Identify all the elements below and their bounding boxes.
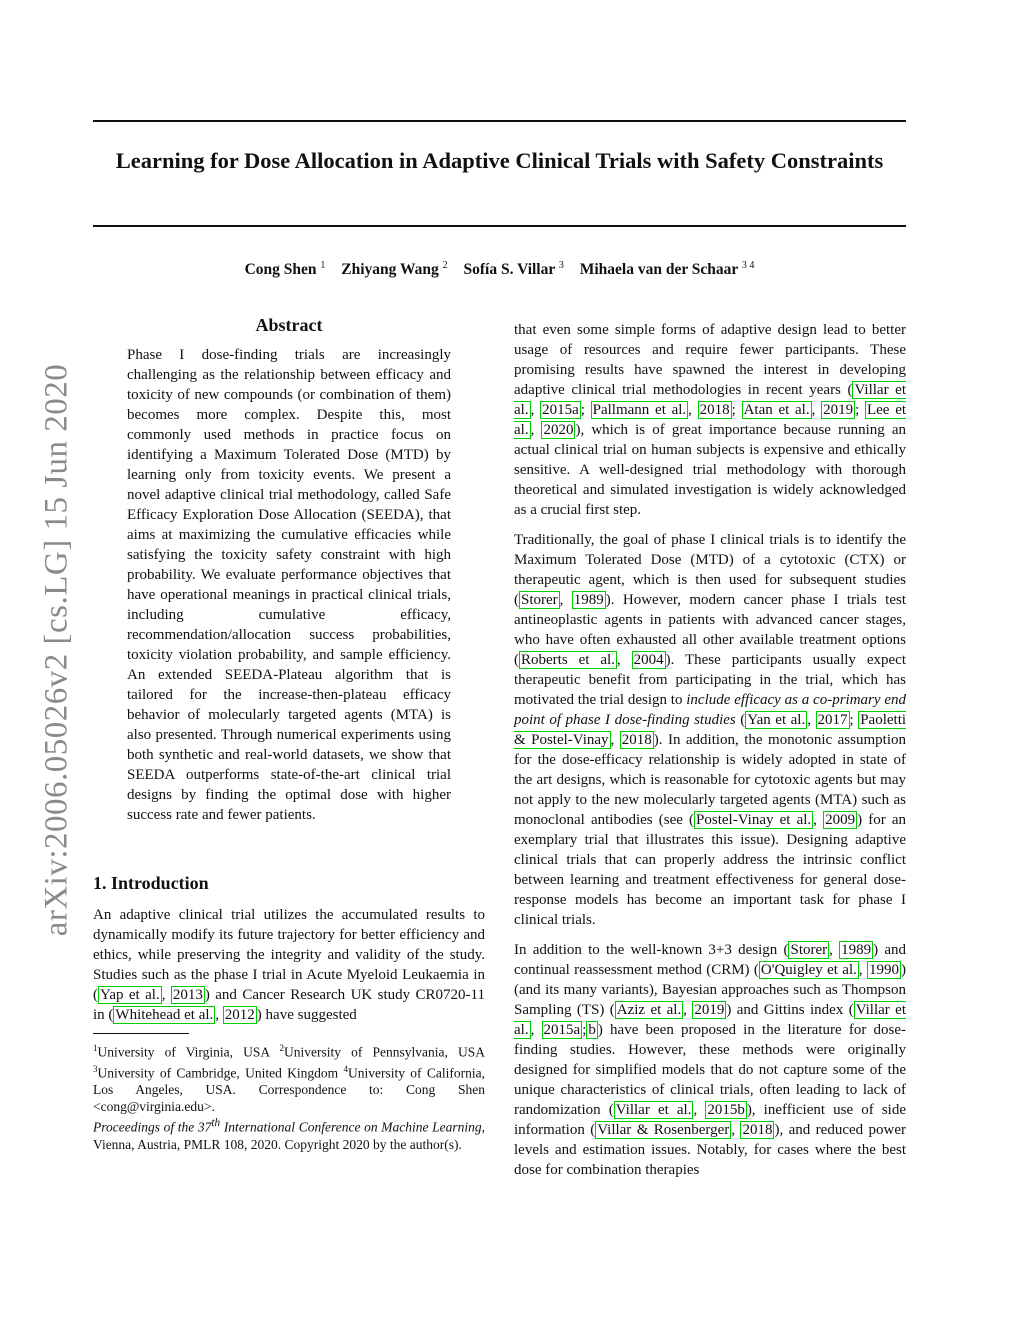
top-rule	[93, 120, 906, 122]
citation-link[interactable]: Villar et al.	[514, 1002, 906, 1038]
left-column	[93, 315, 485, 1153]
citation-link[interactable]: Yap et al.	[100, 987, 160, 1003]
citation-link[interactable]: Villar et al.	[514, 382, 906, 418]
author: Mihaela van der Schaar $^{3 4}$	[579, 260, 755, 279]
citation-link[interactable]: 1989	[573, 592, 604, 608]
author: Sofía S. Villar $^3$	[463, 260, 564, 279]
citation-link[interactable]: 2019	[823, 402, 854, 418]
author: Zhiyang Wang $^2$	[341, 260, 448, 279]
citation-link[interactable]: Lee et al.	[514, 402, 907, 438]
citation-link[interactable]: Yan et al.	[747, 712, 806, 728]
author-list	[93, 260, 906, 279]
author: Cong Shen $^1$	[244, 260, 326, 279]
citation-link[interactable]: Paoletti & Postel-Vinay	[514, 712, 907, 748]
citation-link[interactable]: Pallmann et al.	[592, 402, 687, 418]
citation-link[interactable]: 2018	[621, 732, 652, 748]
citation-link[interactable]: 2013	[172, 987, 203, 1003]
proceedings-note: Proceedings of the 37th International Conference on Machine Learning, Vienna, Austria, PMLR 108, 2020. Copyright 2020 by the author(s).	[93, 1117, 485, 1152]
citation-link[interactable]: 2018	[699, 402, 730, 418]
citation-link[interactable]: 2017	[817, 712, 848, 728]
right-column	[514, 320, 906, 1180]
citation-link[interactable]: b	[588, 1022, 596, 1038]
citation-link[interactable]: Whitehead et al.	[115, 1007, 214, 1023]
citation-link[interactable]: 2015a	[542, 402, 579, 418]
citation-link[interactable]: Storer	[790, 942, 828, 958]
citation-link[interactable]: 2004	[633, 652, 664, 668]
footnote-rule	[93, 1033, 189, 1034]
citation-link[interactable]: Villar et al.	[615, 1102, 692, 1118]
body-paragraph: Traditionally, the goal of phase I clinical trials is to identify the Maximum Tolerated Dose (MTD) of a cytotoxic (CTX) or therapeutic agent, which is then used for subsequent studies ( Storer , 1989 ). However, modern cancer phase I trials test antineoplastic agents in patients with advanced cancer stages, who have often exhausted all other available treatment options ( Roberts et al. , 2004 ). These participants usually expect therapeutic benefit from participating in the trial, which has motivated the trial design to include efficacy as a co-primary end point of phase I dose-finding studies ( Yan et al. , 2017 ; Paoletti & Postel-Vinay , 2018 ). In addition, the monotonic assumption for the dose-efficacy relationship is widely adopted in state of the art designs, which is reasonable for cytotoxic agents but may not apply to the new molecularly targeted agents (MTA) such as monoclonal antibodies (see ( Postel-Vinay et al. , 2009 ) for an exemplary trial that illustrates this issue). Designing adaptive clinical trials that can properly address the intrinsic conflict between learning and treatment effectiveness for general dose-response models has become an important task for phase I clinical trials.	[514, 532, 907, 928]
citation-link[interactable]: 2018	[742, 1122, 773, 1138]
citation-link[interactable]: O'Quigley et al.	[760, 962, 857, 978]
arxiv-sidebar-stamp: arXiv:2006.05026v2 [cs.LG] 15 Jun 2020	[38, 363, 75, 937]
section-heading-introduction: 1. Introduction	[93, 873, 209, 893]
citation-link[interactable]: 2020	[543, 422, 574, 438]
citation-link[interactable]: 1989	[841, 942, 872, 958]
body-paragraph: In addition to the well-known 3+3 design ( Storer , 1989 ) and continual reassessment method (CRM) ( O'Quigley et al. , 1990 ) (and its many variants), Bayesian approaches such as Thompson Sampling (TS) ( Aziz et al. , 2019 ) and Gittins index ( Villar et al. , 2015a ; b ) have been proposed in the literature for dose-finding studies. However, these methods were originally designed for simplified models that do not capture some of the unique characteristics of clinical trials, often leading to lack of randomization ( Villar et al. , 2015b ), inefficient use of side information ( Villar & Rosenberger , 2018 ), and reduced power levels and estimation issues. Notably, for cases where the best dose for combination therapies	[514, 942, 907, 1178]
abstract-heading: Abstract	[255, 315, 323, 335]
citation-link[interactable]: 2009	[825, 812, 856, 828]
citation-link[interactable]: 2012	[224, 1007, 255, 1023]
citation-link[interactable]: Atan et al.	[743, 402, 810, 418]
citation-link[interactable]: Storer	[521, 592, 558, 608]
citation-link[interactable]: Postel-Vinay et al.	[696, 812, 812, 828]
paper-title: Learning for Dose Allocation in Adaptive Clinical Trials with Safety Constraints	[115, 148, 884, 173]
citation-link[interactable]: Roberts et al.	[521, 652, 615, 668]
title-bottom-rule	[93, 225, 906, 227]
citation-link[interactable]: 2019	[694, 1002, 725, 1018]
citation-link[interactable]: 1990	[869, 962, 899, 978]
affiliations-footnote: $^1$University of Virginia, USA $^2$University of Pennsylvania, USA $^3$University of Cambridge, United Kingdom $^4$University of California, Los Angeles, USA. Correspondence to: Cong Shen <cong@virginia.edu>.	[93, 1043, 485, 1114]
abstract-text: Phase I dose-finding trials are increasingly challenging as the relationship between efficacy and toxicity of new compounds (or combination of them) becomes more complex. Despite this, most commonly used methods in practice focus on identifying a Maximum Tolerated Dose (MTD) by learning only from toxicity events. We present a novel adaptive clinical trial methodology, called Safe Efficacy Exploration Dose Allocation (SEEDA), that aims at maximizing the cumulative efficacies while satisfying the toxicity safety constraint with high probability. We evaluate performance objectives that have operational meanings in practical clinical trials, including cumulative efficacy, recommendation/allocation success probabilities, toxicity violation probability, and sample efficiency. An extended SEEDA-Plateau algorithm that is tailored for the increase-then-plateau efficacy behavior of molecularly targeted agents (MTA) is also presented. Through numerical experiments using both synthetic and real-world datasets, we show that SEEDA outperforms state-of-the-art clinical trial designs by finding the optimal dose with higher success rate and fewer patients.	[127, 347, 451, 823]
citation-link[interactable]: 2015b	[707, 1102, 745, 1118]
body-paragraph: that even some simple forms of adaptive design lead to better usage of resources and require fewer participants. These promising results have spawned the interest in developing adaptive clinical trial methodologies in recent years ( Villar et al. , 2015a ; Pallmann et al. , 2018 ; Atan et al. , 2019 ; Lee et al. , 2020 ), which is of great importance because running an actual clinical trial on human subjects is expensive and ethically sensitive. A well-designed trial methodology with thorough theoretical and simulated investigation is widely acknowledged as a crucial first step.	[514, 322, 907, 518]
citation-link[interactable]: Aziz et al.	[616, 1002, 682, 1018]
citation-link[interactable]: Villar & Rosenberger	[597, 1122, 730, 1138]
citation-link[interactable]: 2015a	[543, 1022, 581, 1038]
intro-paragraph: An adaptive clinical trial utilizes the accumulated results to dynamically modify its future trajectory for better efficiency and ethics, while preserving the integrity and validity of the study. Studies such as the phase I trial in Acute Myeloid Leukaemia in ( Yap et al. , 2013 ) and Cancer Research UK study CR0720-11 in ( Whitehead et al. , 2012 ) have suggested	[93, 907, 485, 1023]
